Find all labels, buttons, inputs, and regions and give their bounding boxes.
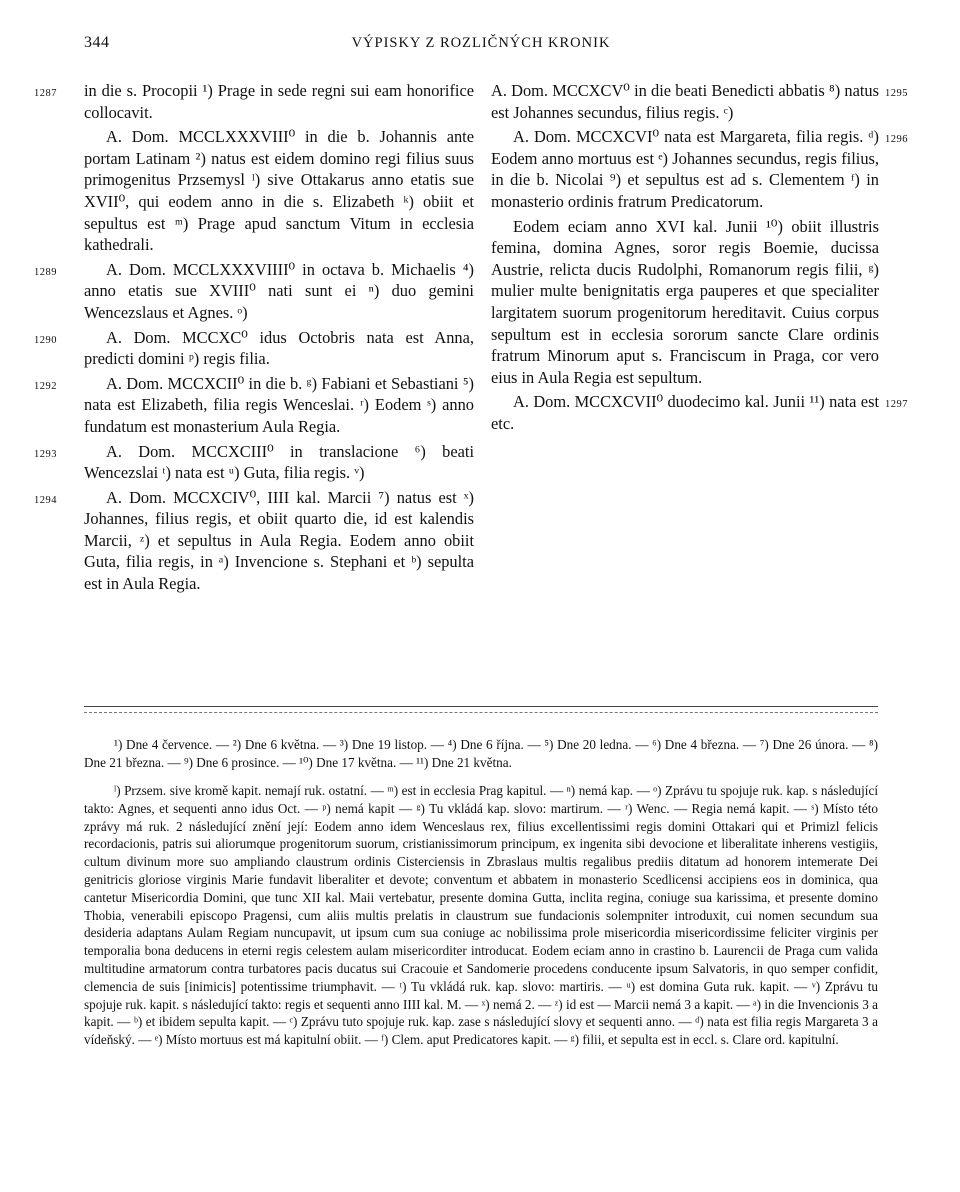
margin-year: 1296 xyxy=(885,134,908,146)
left-column xyxy=(34,80,474,595)
right-column xyxy=(491,80,908,435)
entry-text: A. Dom. MCCXCII⁰ in die b. ᵍ) Fabiani et Sebastiani ⁵) nata est Elizabeth, filia regis Wenceslai. ʳ) Eodem ˢ) anno fundatum est monasterium Aula Regia. xyxy=(84,373,474,436)
entry-text: A. Dom. MCCXCIV⁰, IIII kal. Marcii ⁷) natus est ˣ) Johannes, filius regis, et obiit quarto die, id est kalendis Marcii, ᶻ) et sepultus in Aula Regia. Eodem anno obiit Guta, filia regis, in ᵃ) Invencione s. Stephani et ᵇ) sepulta est in Aula Regia. xyxy=(84,487,474,594)
entry-1292 xyxy=(34,373,474,438)
entry-text: A. Dom. MCCLXXXVIII⁰ in die b. Johannis ante portam Latinam ²) natus est eidem domino regi filius suus primogenitus Przsemysl ˡ) sive Ottakarus anno etatis sue XVII⁰, qui eodem anno in die s. Elizabeth ᵏ) obiit et sepultus est ᵐ) Prage apud sanctum Vitum in ecclesia kathedrali. xyxy=(84,127,474,255)
footnotes-apparatus xyxy=(84,782,878,1049)
entry-1296-agnes xyxy=(491,216,879,389)
entry-text: A. Dom. MCCXCVII⁰ duodecimo kal. Junii ¹¹) nata est etc. xyxy=(491,392,879,433)
footnote-dates-text: ¹) Dne 4 července. — ²) Dne 6 května. — ³) Dne 19 listop. — ⁴) Dne 6 října. — ⁵) Dne 20 ledna. — ⁶) Dne 4 března. — ⁷) Dne 26 února. — ⁸) Dne 21 března. — ⁹) Dne 6 prosince. — ¹⁰) Dne 17 května. — ¹¹) Dne 21 května. xyxy=(84,737,878,770)
margin-year: 1287 xyxy=(34,88,57,99)
entry-1296 xyxy=(491,126,908,212)
footnotes-dates xyxy=(84,736,878,772)
entry-1297 xyxy=(491,391,908,434)
margin-year: 1294 xyxy=(34,494,57,506)
footnote-divider-dashed xyxy=(84,712,878,713)
margin-year: 1290 xyxy=(34,334,57,346)
margin-year: 1295 xyxy=(885,88,908,99)
entry-text: A. Dom. MCCXC⁰ idus Octobris nata est Anna, predicti domini ᵖ) regis filia. xyxy=(84,327,474,369)
entry-1294 xyxy=(34,487,474,595)
entry-1295 xyxy=(491,80,908,123)
entry-1290 xyxy=(34,327,474,370)
footnote-apparatus-text: ˡ) Przsem. sive kromě kapit. nemají ruk. ostatní. — ᵐ) est in ecclesia Prag kapitul. — ⁿ) nemá kap. — ᵒ) Zprávu tu spojuje ruk. kap. s následující takto: Agnes, et sequenti anno idus Oct. — ᵖ) nemá kapit — ᵍ) Tu vkládá kap. slovo: martirum. — ʳ) Wenc. — Regia nemá kapit. — ˢ) Místo této zprávy má ruk. 2 následující znění její: Eodem anno idem Wenceslaus rex, filius excellentissimi regis domini Ottakari qui et Primizl felicis recordacionis, patris sui aliorumque progenitorum suorum, cristianissimorum principum, ex ingenita sibi devocione et liberalitate inherens vestigiis, cultum divinum more suo ampliando claustrum ordinis Cisterciensis in Zbraslaus multis regalibus prediis ditatum ad honorem intemerate Dei genitricis gloriose virginis Marie fundavit liberaliter et devote; conventum et abbatem in monasterio Scedlicensi accipiens eos in dominica, qua cantetur Misericordia Domini, que tunc XII kal. Maii vertebatur, presente domina Gutta, inclita regina, coniuge sua karissima, et presente domino Thobia, venerabili episcopo Pragensi, cum aliis multis prelatis in claustrum sue fundacionis solempniter introduxit, cui nomen secundum sua desideria adaptans Aulam Regiam nuncupavit, ut ipsum cum sua coniuge ac nobilissima prole misericordia misericordissime feliciter virginis per temporalia bona deducens in eterni regis celestem aulam misericorditer introducat. Eodem eciam anno in crastino b. Laurencii de Praga cum valida multitudine armatorum contra turbatores pacis ducatus sui Cracouie et Sandomerie procedens conducente ipsum Salvatoris, in quo semper confidit, clemencia de suis [inimicis] potentissime triumphavit. — ᵗ) Tu vkládá ruk. kap. slovo: martiris. — ᵘ) est domina Guta ruk. kapit. — ᵛ) Zprávu tu spojuje ruk. kapit. s následující takto: regis et sequenti anno IIII kal. M. — ˣ) nemá 2. — ᶻ) id est — Marcii nemá 3 a kapit. — ᵃ) in die Invencionis 3 a kapit. — ᵇ) et ibidem sepulta kapit. — ᶜ) Zprávu tuto spojuje ruk. kap. zase s následující slovy et sequenti anno. — ᵈ) nata est filia regis Margareta 3 a vídeňský. — ᵉ) Místo mortuus est má kapitulní obiit. — ᶠ) Clem. aput Predicatores kapit. — ᵍ) filii, et sepulta est in eccl. s. Clare ord. kapitulní. xyxy=(84,783,878,1048)
entry-1288 xyxy=(84,126,474,256)
entry-1293 xyxy=(34,441,474,484)
entry-text: A. Dom. MCCLXXXVIIII⁰ in octava b. Michaelis ⁴) anno etatis sue XVIII⁰ nati sunt ei ⁿ) duo gemini Wencezslaus et Agnes. ᵒ) xyxy=(84,259,474,322)
entry-1289 xyxy=(34,259,474,324)
margin-year: 1292 xyxy=(34,380,57,392)
margin-year: 1293 xyxy=(34,448,57,460)
running-head: VÝPISKY Z ROZLIČNÝCH KRONIK xyxy=(351,35,611,51)
entry-text: Eodem eciam anno XVI kal. Junii ¹⁰) obiit illustris femina, domina Agnes, soror regis Boemie, ducissa Austrie, relicta ducis Rudolphi, Romanorum regis filii, ᵍ) mulier multe benignitatis erga pauperes et que specialiter largitatem suorum progenitorum hereditavit. Cuius corpus sepultum est in ecclesia sororum sancte Clare ordinis fratrum Minorum aput s. Franciscum in Praga, cor vero eius in Aula Regia est sepultum. xyxy=(491,216,879,387)
entry-text: A. Dom. MCCXCIII⁰ in translacione ⁶) beati Wencezslai ᵗ) nata est ᵘ) Guta, filia regis. ᵛ) xyxy=(84,441,474,483)
page-number: 344 xyxy=(84,34,110,51)
entry-1287 xyxy=(34,80,474,123)
page-header xyxy=(84,34,878,58)
entry-text: in die s. Procopii ¹) Prage in sede regni sui eam honorifice collocavit. xyxy=(84,81,474,122)
entry-text: A. Dom. MCCXCV⁰ in die beati Benedicti abbatis ⁸) natus est Johannes secundus, filius regis. ᶜ) xyxy=(491,81,879,122)
footnote-divider xyxy=(84,706,878,707)
margin-year: 1289 xyxy=(34,266,57,278)
entry-text: A. Dom. MCCXCVI⁰ nata est Margareta, filia regis. ᵈ) Eodem anno mortuus est ᵉ) Johannes secundus, regis filius, in die b. Nicolai ⁹) et sepultus est ad s. Clementem ᶠ) in monasterio ordinis fratrum Predicatorum. xyxy=(491,127,879,211)
margin-year: 1297 xyxy=(885,399,908,411)
